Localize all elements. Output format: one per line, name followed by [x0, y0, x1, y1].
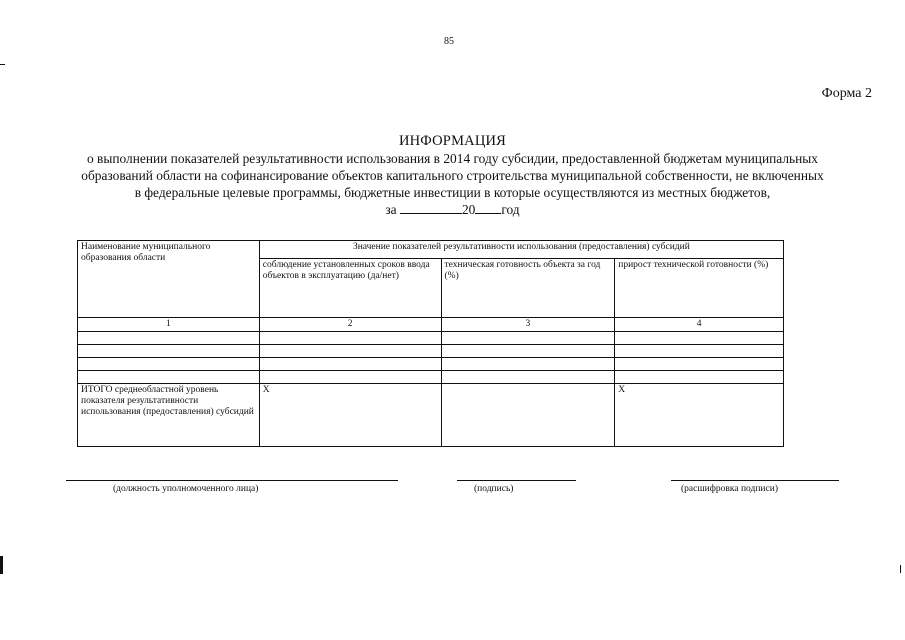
- table-cell[interactable]: [441, 371, 615, 384]
- readiness-growth-header: прирост технической готовности (%): [615, 259, 784, 318]
- table-row: [78, 358, 784, 371]
- scan-edge-mark: [0, 556, 3, 574]
- total-technical-readiness-value[interactable]: [441, 384, 615, 447]
- position-caption: (должность уполномоченного лица): [113, 484, 259, 494]
- document-header: [20, 132, 885, 219]
- municipality-name-header: Наименование муниципального образования области: [78, 241, 260, 318]
- document-title: ИНФОРМАЦИЯ: [398, 133, 507, 149]
- table-cell[interactable]: [78, 371, 260, 384]
- table-row: [78, 345, 784, 358]
- reporting-period: [20, 201, 885, 219]
- indicators-group-header: Значение показателей результативности использования (предоставления) субсидий: [259, 241, 783, 259]
- period-suffix: год: [501, 202, 520, 217]
- signature-line[interactable]: [457, 480, 576, 481]
- column-number-1: 1: [78, 318, 260, 332]
- scan-edge-mark: [0, 64, 5, 65]
- total-readiness-growth-value: Х: [615, 384, 784, 447]
- table-cell[interactable]: [259, 345, 441, 358]
- column-number-3: 3: [441, 318, 615, 332]
- period-prefix: за: [385, 202, 397, 217]
- table-row: [78, 332, 784, 345]
- total-deadline-compliance-value: Х: [259, 384, 441, 447]
- deadline-compliance-header: соблюдение установленных сроков ввода объектов в эксплуатацию (да/нет): [259, 259, 441, 318]
- table-cell[interactable]: [259, 371, 441, 384]
- table-cell[interactable]: [441, 332, 615, 345]
- table-cell[interactable]: [259, 332, 441, 345]
- subtitle-line-1: о выполнении показателей результативности использования в 2014 году субсидии, предоставленной бюджетам муниципальных: [87, 151, 818, 166]
- subtitle-line-3: в федеральные целевые программы, бюджетные инвестиции в которые осуществляются из местных бюджетов,: [134, 185, 771, 200]
- report-table: [77, 240, 784, 447]
- table-cell[interactable]: [615, 371, 784, 384]
- table-cell[interactable]: [78, 358, 260, 371]
- total-row-label: ИТОГО среднеобластной уровень показателя результативности использования (предоставления) субсидий: [78, 384, 260, 447]
- total-row: [78, 384, 784, 447]
- table-cell[interactable]: [78, 345, 260, 358]
- signature-caption: (подпись): [474, 484, 514, 494]
- page-number: 85: [444, 36, 454, 47]
- period-blank-field[interactable]: [400, 201, 462, 214]
- position-signature-line[interactable]: [66, 480, 398, 481]
- table-row: [78, 371, 784, 384]
- table-cell[interactable]: [615, 345, 784, 358]
- table-cell[interactable]: [615, 358, 784, 371]
- period-year-prefix: 20: [461, 202, 476, 217]
- decoding-signature-line[interactable]: [671, 480, 839, 481]
- technical-readiness-header: техническая готовность объекта за год (%): [441, 259, 615, 318]
- column-number-2: 2: [259, 318, 441, 332]
- scan-edge-mark: [900, 565, 901, 573]
- table-cell[interactable]: [441, 358, 615, 371]
- subtitle-line-2: образований области на софинансирование объектов капитального строительства муниципальной собственности, не включенных: [81, 168, 824, 183]
- form-label: Форма 2: [821, 86, 872, 101]
- table-cell[interactable]: [441, 345, 615, 358]
- year-blank-field[interactable]: [475, 201, 501, 214]
- column-number-4: 4: [615, 318, 784, 332]
- table-cell[interactable]: [259, 358, 441, 371]
- decoding-caption: (расшифровка подписи): [681, 484, 778, 494]
- table-cell[interactable]: [615, 332, 784, 345]
- table-cell[interactable]: [78, 332, 260, 345]
